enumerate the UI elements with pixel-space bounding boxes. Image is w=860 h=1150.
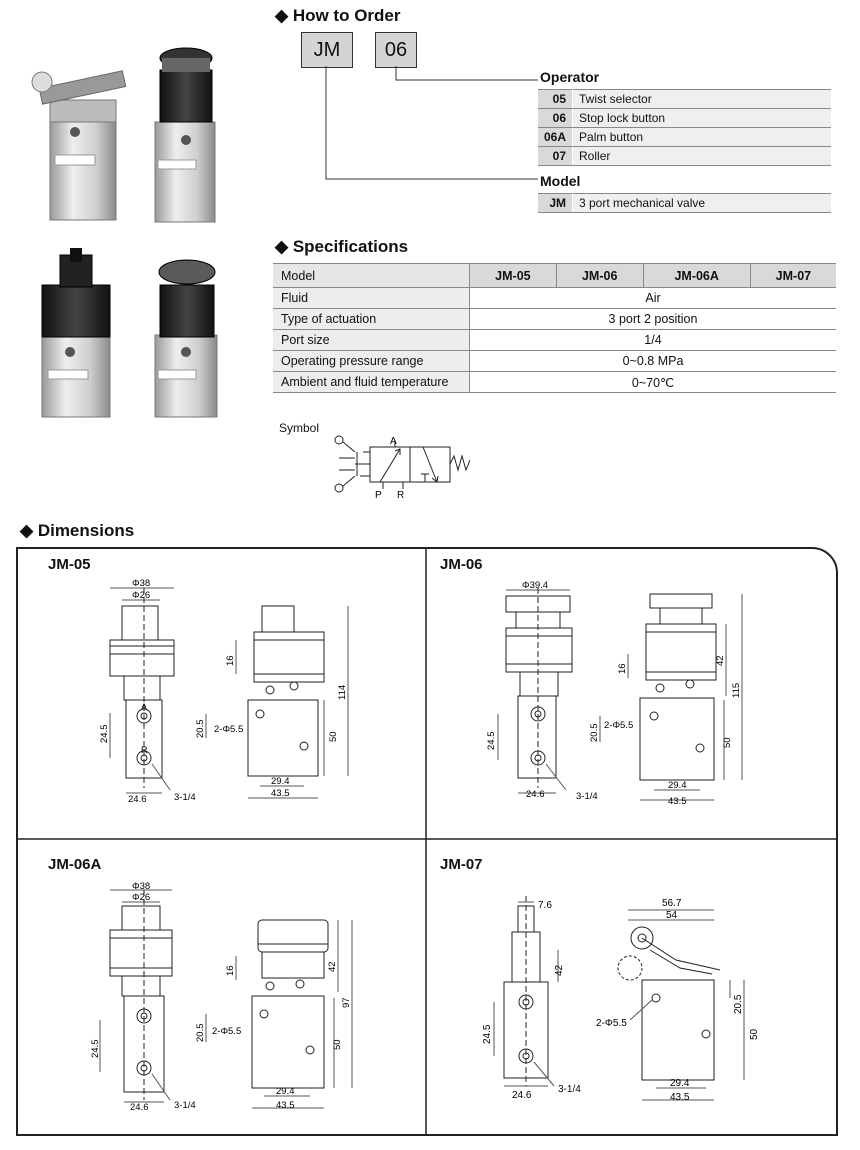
diamond-icon: ◆ bbox=[275, 237, 289, 256]
dim-jm-06a-port: 3-1/4 bbox=[174, 1100, 196, 1111]
dim-jm-06a-h-total: 97 bbox=[341, 997, 352, 1008]
dim-jm-06-h-mid: 42 bbox=[715, 655, 726, 666]
dim-jm-05-port: 3-1/4 bbox=[174, 792, 196, 803]
dim-jm-06a-d2: Φ26 bbox=[132, 892, 151, 903]
dim-jm-06-h-total: 115 bbox=[731, 682, 742, 698]
dim-jm-06a-w-front: 24.6 bbox=[130, 1102, 149, 1113]
drawing-jm-05 bbox=[90, 578, 390, 818]
product-photos bbox=[20, 40, 260, 420]
dim-jm-06a-hole-off: 20.5 bbox=[195, 1023, 206, 1042]
dim-jm-05-d1: Φ38 bbox=[132, 578, 151, 589]
diamond-icon: ◆ bbox=[275, 6, 289, 25]
dim-jm-07-hole-off: 20.5 bbox=[733, 994, 744, 1014]
table-row: Fluid Air bbox=[273, 288, 836, 309]
dimensions-heading: ◆ Dimensions bbox=[20, 521, 135, 540]
dim-jm-07-w-arm: 54 bbox=[666, 910, 678, 921]
photo-roller-valve bbox=[32, 71, 126, 220]
table-row: 05 Twist selector bbox=[538, 90, 831, 109]
dim-jm-07-port-gap: 24.5 bbox=[482, 1024, 493, 1044]
dim-jm-06-w-body: 43.5 bbox=[668, 796, 687, 807]
dim-jm-06-hole-off: 20.5 bbox=[589, 723, 600, 742]
dim-jm-06a-h-body: 50 bbox=[332, 1039, 343, 1050]
dim-jm-05-port-gap: 24.5 bbox=[99, 724, 110, 743]
dim-jm-05-d2: Φ26 bbox=[132, 590, 151, 601]
dim-jm-07-w-roll: 56.7 bbox=[662, 898, 682, 909]
table-row: 06A Palm button bbox=[538, 128, 831, 147]
dim-jm-06-port-gap: 24.5 bbox=[486, 731, 497, 750]
dim-jm-05-port-r: R bbox=[141, 745, 148, 755]
dim-jm-05-w-body: 43.5 bbox=[271, 788, 290, 799]
photo-stop-lock-valve bbox=[155, 48, 215, 222]
specifications-table bbox=[273, 263, 836, 393]
table-row: Ambient and fluid temperature 0~70℃ bbox=[273, 372, 836, 393]
table-row: Type of actuation 3 port 2 position bbox=[273, 309, 836, 330]
table-row: 07 Roller bbox=[538, 147, 831, 166]
drawing-jm-07 bbox=[480, 880, 780, 1120]
dim-jm-05-w-inner: 29.4 bbox=[271, 776, 290, 787]
dim-jm-06-w-inner: 29.4 bbox=[668, 780, 687, 791]
dim-jm-05-port-a: A bbox=[141, 702, 148, 712]
symbol-title: Symbol bbox=[279, 421, 320, 435]
order-connector-lines bbox=[320, 66, 550, 186]
dim-jm-07-h-body: 50 bbox=[749, 1028, 760, 1040]
dim-jm-06-h-body: 50 bbox=[722, 737, 733, 748]
panel-title-jm-06: JM-06 bbox=[440, 556, 483, 573]
dim-jm-06a-h-top: 16 bbox=[225, 965, 236, 976]
table-row: Model JM-05 JM-06 JM-06A JM-07 bbox=[273, 264, 836, 288]
table-row: Port size 1/4 bbox=[273, 330, 836, 351]
model-table bbox=[538, 193, 831, 213]
dim-jm-06a-h-mid: 42 bbox=[327, 961, 338, 972]
panel-title-jm-05: JM-05 bbox=[48, 556, 91, 573]
model-title: Model bbox=[540, 173, 581, 189]
valve-symbol-diagram bbox=[325, 432, 475, 502]
dim-jm-05-h-body: 50 bbox=[328, 731, 339, 742]
symbol-port-r: R bbox=[397, 490, 405, 501]
panel-title-jm-07: JM-07 bbox=[440, 856, 483, 873]
dim-jm-06a-port-gap: 24.5 bbox=[90, 1039, 101, 1058]
photo-palm-button-valve bbox=[155, 260, 217, 417]
dim-jm-07-holes: 2-Φ5.5 bbox=[596, 1018, 627, 1029]
dim-jm-07-port: 3-1/4 bbox=[558, 1084, 581, 1095]
dim-jm-07-w-inner: 29.4 bbox=[670, 1078, 690, 1089]
dim-jm-07-w-stem: 7.6 bbox=[538, 900, 552, 911]
how-to-order-heading: ◆ How to Order bbox=[275, 6, 401, 25]
dim-jm-06-d1: Φ39.4 bbox=[522, 580, 549, 591]
dim-jm-05-hole-off: 20.5 bbox=[195, 719, 206, 738]
operator-table bbox=[538, 89, 831, 166]
dim-jm-05-h-top: 16 bbox=[225, 655, 236, 666]
dim-jm-06-h-top: 16 bbox=[617, 663, 628, 674]
dim-jm-07-w-front: 24.6 bbox=[512, 1090, 532, 1101]
photo-twist-selector-valve bbox=[42, 248, 110, 417]
dim-jm-06a-d1: Φ38 bbox=[132, 881, 151, 892]
dim-jm-07-h-mid: 42 bbox=[554, 964, 565, 976]
dim-jm-06a-w-inner: 29.4 bbox=[276, 1086, 295, 1097]
symbol-port-p: P bbox=[375, 490, 382, 501]
specifications-heading: ◆ Specifications bbox=[275, 237, 409, 256]
dim-jm-07-w-body: 43.5 bbox=[670, 1092, 690, 1103]
dim-jm-05-h-total: 114 bbox=[337, 684, 348, 700]
table-row: 06 Stop lock button bbox=[538, 109, 831, 128]
dim-jm-05-w-front: 24.6 bbox=[128, 794, 147, 805]
order-code-model: JM bbox=[301, 32, 353, 68]
drawing-jm-06a bbox=[90, 880, 390, 1120]
dim-jm-06a-holes: 2-Φ5.5 bbox=[212, 1026, 242, 1037]
dim-jm-06-holes: 2-Φ5.5 bbox=[604, 720, 634, 731]
dim-jm-06-port: 3-1/4 bbox=[576, 791, 598, 802]
diamond-icon: ◆ bbox=[20, 521, 34, 540]
panel-title-jm-06a: JM-06A bbox=[48, 856, 102, 873]
drawing-jm-06 bbox=[480, 578, 780, 818]
dim-jm-06-w-front: 24.6 bbox=[526, 789, 545, 800]
table-row: Operating pressure range 0~0.8 MPa bbox=[273, 351, 836, 372]
operator-title: Operator bbox=[540, 69, 600, 85]
dim-jm-06a-w-body: 43.5 bbox=[276, 1100, 295, 1111]
symbol-port-a: A bbox=[390, 436, 397, 447]
table-row: JM 3 port mechanical valve bbox=[538, 194, 831, 213]
dim-jm-05-holes: 2-Φ5.5 bbox=[214, 724, 244, 735]
order-code-operator: 06 bbox=[375, 32, 417, 68]
